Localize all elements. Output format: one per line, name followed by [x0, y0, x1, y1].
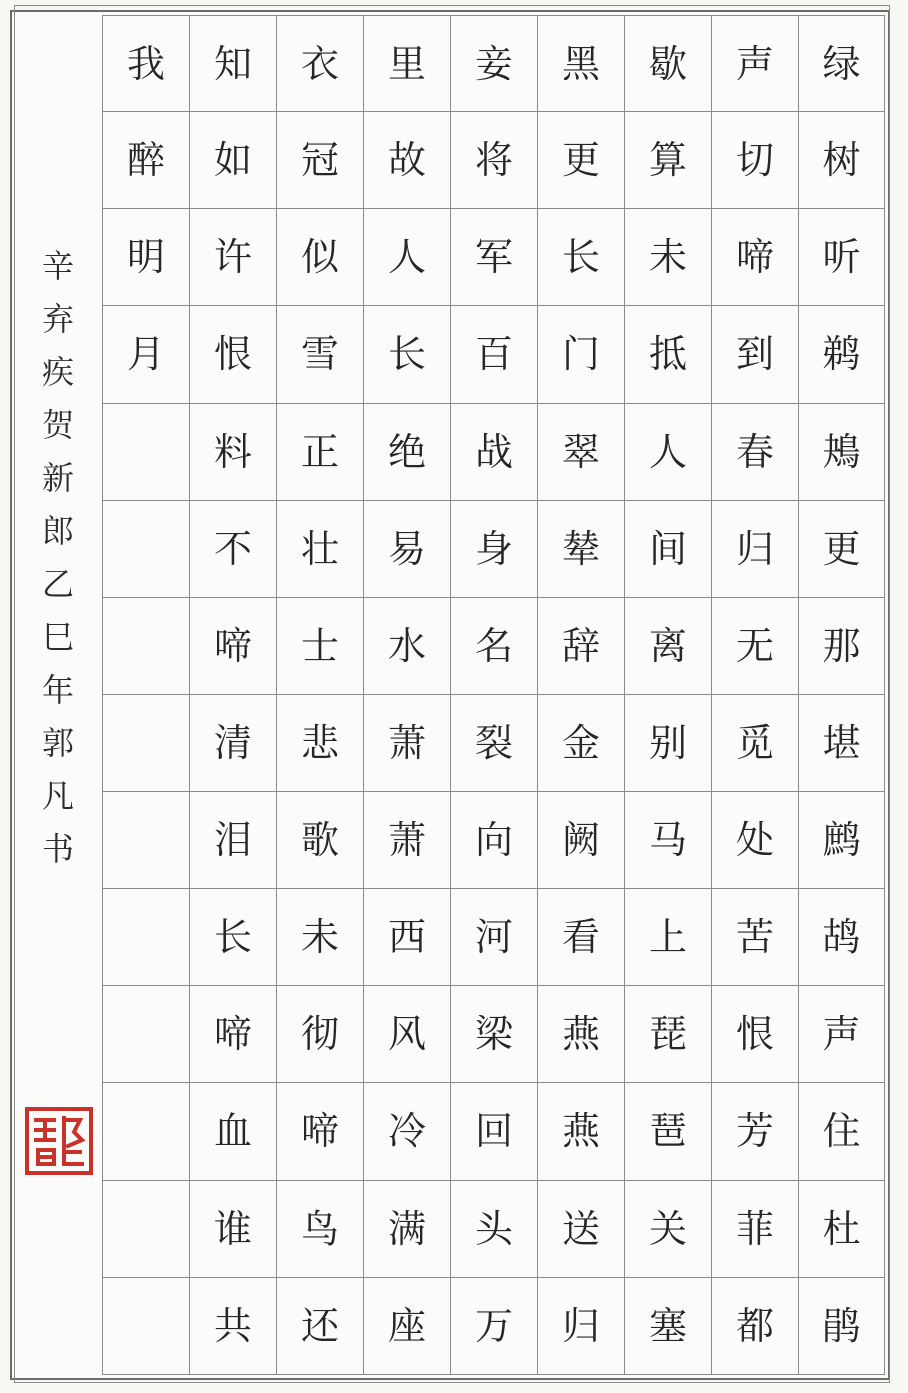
- grid-cell: 恨: [712, 986, 798, 1083]
- grid-cell: 杜: [799, 1181, 884, 1278]
- signature-char: 书: [41, 830, 74, 868]
- grid-cell: 啼: [712, 209, 798, 306]
- grid-cell: 到: [712, 306, 798, 403]
- signature-char: 郭: [41, 724, 74, 762]
- grid-cell: 河: [451, 889, 537, 986]
- grid-cell: 清: [190, 695, 276, 792]
- grid-cell: 冠: [277, 112, 363, 209]
- grid-cell: 名: [451, 598, 537, 695]
- grid-cell: 料: [190, 404, 276, 501]
- grid-cell: 座: [364, 1278, 450, 1375]
- text-column: [102, 15, 189, 1375]
- grid-cell: [103, 598, 189, 695]
- grid-cell: 醉: [103, 112, 189, 209]
- grid-cell: 还: [277, 1278, 363, 1375]
- grid-cell: 知: [190, 15, 276, 112]
- grid-cell: 恨: [190, 306, 276, 403]
- grid-cell: 共: [190, 1278, 276, 1375]
- text-column: [276, 15, 363, 1375]
- grid-cell: 军: [451, 209, 537, 306]
- grid-cell: 芳: [712, 1083, 798, 1180]
- grid-cell: 鹃: [799, 1278, 884, 1375]
- grid-cell: 堪: [799, 695, 884, 792]
- grid-cell: 长: [190, 889, 276, 986]
- grid-cell: 长: [538, 209, 624, 306]
- grid-cell: 更: [538, 112, 624, 209]
- grid-cell: 易: [364, 501, 450, 598]
- grid-cell: 未: [277, 889, 363, 986]
- grid-cell: 满: [364, 1181, 450, 1278]
- grid-cell: 抵: [625, 306, 711, 403]
- grid-cell: 衣: [277, 15, 363, 112]
- grid-cell: 如: [190, 112, 276, 209]
- grid-cell: 妾: [451, 15, 537, 112]
- grid-cell: 琶: [625, 1083, 711, 1180]
- grid-cell: 黑: [538, 15, 624, 112]
- grid-cell: 长: [364, 306, 450, 403]
- grid-cell: 萧: [364, 695, 450, 792]
- grid-cell: 金: [538, 695, 624, 792]
- grid-cell: 看: [538, 889, 624, 986]
- grid-cell: 间: [625, 501, 711, 598]
- grid-cell: 无: [712, 598, 798, 695]
- grid-cell: 士: [277, 598, 363, 695]
- grid-cell: 听: [799, 209, 884, 306]
- grid-cell: 关: [625, 1181, 711, 1278]
- red-seal: [24, 1106, 94, 1176]
- signature-char: 乙: [41, 565, 74, 603]
- grid-cell: 未: [625, 209, 711, 306]
- grid-cell: 明: [103, 209, 189, 306]
- grid-cell: 处: [712, 792, 798, 889]
- grid-cell: 苦: [712, 889, 798, 986]
- grid-cell: 鹧: [799, 792, 884, 889]
- grid-cell: 我: [103, 15, 189, 112]
- grid-cell: 裂: [451, 695, 537, 792]
- grid-cell: 鸟: [277, 1181, 363, 1278]
- grid-cell: 啼: [190, 598, 276, 695]
- grid-cell: [103, 501, 189, 598]
- grid-cell: 那: [799, 598, 884, 695]
- grid-cell: 别: [625, 695, 711, 792]
- grid-cell: 门: [538, 306, 624, 403]
- signature-char: 辛: [41, 247, 74, 285]
- grid-cell: [103, 792, 189, 889]
- grid-cell: 向: [451, 792, 537, 889]
- grid-cell: 声: [799, 986, 884, 1083]
- grid-cell: 身: [451, 501, 537, 598]
- grid-cell: 辞: [538, 598, 624, 695]
- grid-cell: 住: [799, 1083, 884, 1180]
- grid-cell: 啼: [190, 986, 276, 1083]
- grid-cell: [103, 986, 189, 1083]
- grid-cell: 梁: [451, 986, 537, 1083]
- grid-cell: 鸪: [799, 889, 884, 986]
- grid-cell: 泪: [190, 792, 276, 889]
- grid-cell: 离: [625, 598, 711, 695]
- grid-cell: 水: [364, 598, 450, 695]
- grid-cell: 雪: [277, 306, 363, 403]
- grid-cell: 壮: [277, 501, 363, 598]
- grid-cell: 绿: [799, 15, 884, 112]
- text-column: [711, 15, 798, 1375]
- grid-cell: [103, 1181, 189, 1278]
- grid-cell: [103, 889, 189, 986]
- grid-cell: 绝: [364, 404, 450, 501]
- grid-cell: 故: [364, 112, 450, 209]
- grid-cell: 树: [799, 112, 884, 209]
- grid-cell: 切: [712, 112, 798, 209]
- grid-cell: 月: [103, 306, 189, 403]
- grid-cell: 万: [451, 1278, 537, 1375]
- grid-cell: 燕: [538, 986, 624, 1083]
- grid-cell: 人: [625, 404, 711, 501]
- grid-cell: 啼: [277, 1083, 363, 1180]
- grid-cell: 正: [277, 404, 363, 501]
- grid-cell: [103, 695, 189, 792]
- signature-char: 凡: [41, 777, 74, 815]
- grid-cell: 声: [712, 15, 798, 112]
- text-column: [624, 15, 711, 1375]
- grid-cell: 马: [625, 792, 711, 889]
- grid-cell: 头: [451, 1181, 537, 1278]
- seal-stamp-icon: [24, 1106, 94, 1176]
- grid-cell: 阙: [538, 792, 624, 889]
- signature-char: 巳: [41, 618, 74, 656]
- grid-cell: 血: [190, 1083, 276, 1180]
- grid-cell: 翠: [538, 404, 624, 501]
- grid-cell: 春: [712, 404, 798, 501]
- grid-cell: 都: [712, 1278, 798, 1375]
- text-column: [537, 15, 624, 1375]
- grid-cell: 许: [190, 209, 276, 306]
- text-column: [798, 15, 885, 1375]
- grid-cell: 上: [625, 889, 711, 986]
- grid-cell: 萧: [364, 792, 450, 889]
- grid-cell: 鹈: [799, 306, 884, 403]
- signature-char: 年: [41, 671, 74, 709]
- grid-cell: 歌: [277, 792, 363, 889]
- text-column: [363, 15, 450, 1375]
- grid-cell: 将: [451, 112, 537, 209]
- grid-cell: 回: [451, 1083, 537, 1180]
- grid-cell: 归: [538, 1278, 624, 1375]
- grid-cell: 更: [799, 501, 884, 598]
- grid-cell: [103, 1278, 189, 1375]
- grid-cell: 彻: [277, 986, 363, 1083]
- grid-cell: 辇: [538, 501, 624, 598]
- grid-cell: 鴂: [799, 404, 884, 501]
- grid-cell: 人: [364, 209, 450, 306]
- grid-cell: 归: [712, 501, 798, 598]
- grid-cell: 燕: [538, 1083, 624, 1180]
- grid-cell: 谁: [190, 1181, 276, 1278]
- text-column: [450, 15, 537, 1375]
- signature-column: [34, 240, 82, 876]
- grid-cell: 百: [451, 306, 537, 403]
- grid-cell: 冷: [364, 1083, 450, 1180]
- signature-char: 疾: [41, 353, 74, 391]
- signature-char: 贺: [41, 406, 74, 444]
- grid-cell: 不: [190, 501, 276, 598]
- text-column: [189, 15, 276, 1375]
- signature-char: 郎: [41, 512, 74, 550]
- grid-cell: [103, 1083, 189, 1180]
- calligraphy-grid: [102, 15, 886, 1375]
- grid-cell: 算: [625, 112, 711, 209]
- signature-char: 新: [41, 459, 74, 497]
- grid-cell: 歇: [625, 15, 711, 112]
- grid-cell: 里: [364, 15, 450, 112]
- grid-cell: 悲: [277, 695, 363, 792]
- grid-cell: 战: [451, 404, 537, 501]
- grid-cell: 风: [364, 986, 450, 1083]
- grid-cell: 菲: [712, 1181, 798, 1278]
- grid-cell: 西: [364, 889, 450, 986]
- grid-cell: 似: [277, 209, 363, 306]
- grid-cell: [103, 404, 189, 501]
- grid-cell: 塞: [625, 1278, 711, 1375]
- grid-cell: 琵: [625, 986, 711, 1083]
- signature-char: 弃: [41, 300, 74, 338]
- grid-cell: 觅: [712, 695, 798, 792]
- grid-cell: 送: [538, 1181, 624, 1278]
